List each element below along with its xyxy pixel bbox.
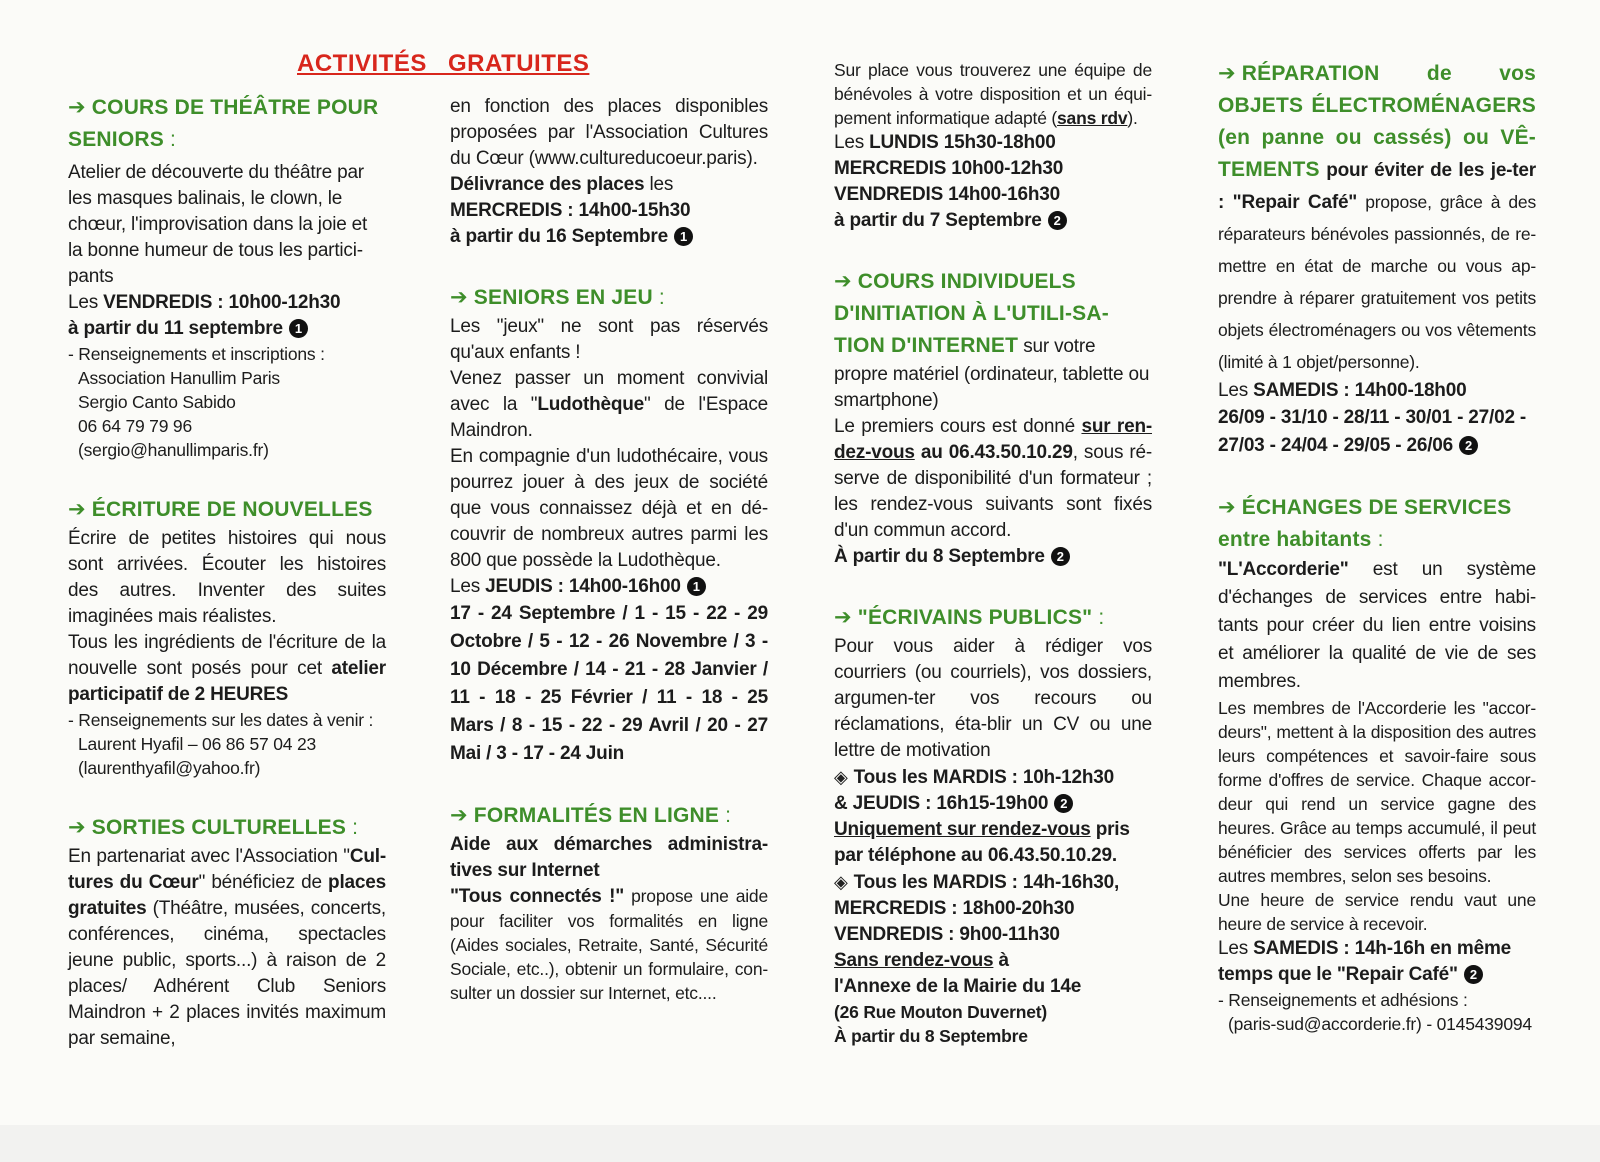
internet-schedule-2: MERCREDIS 10h00-12h30 <box>834 158 1064 179</box>
ecriture-description-2: Tous les ingrédients de l'écriture de la nouvelle sont posés pour cet atelier participatif de 2 HEURES <box>68 632 386 705</box>
calendar-badge: 1 <box>687 577 706 596</box>
sorties-delivery-days: MERCREDIS : 14h00-15h30 <box>450 200 691 221</box>
section-heading-sorties: ➔ SORTIES CULTURELLES : <box>68 816 359 839</box>
arrow-right-icon: ➔ <box>68 498 86 521</box>
section-heading-ecrivains: ➔ "ÉCRIVAINS PUBLICS" : <box>834 606 1105 629</box>
arrow-right-icon: ➔ <box>68 96 86 119</box>
section-heading-repair: ➔ RÉPARATION de vos OBJETS ÉLECTROMÉNAGERS (en panne ou cassés) ou VÊ-TEMENTS pour éviter de les je-ter : "Repair Café" propose, grâce à des réparateurs bénévoles passionnés, de re-mettre en état de marche ou vous ap-prendre à réparer gratuitement vos petits objets électroménagers ou vos vêtements (limité à 1 objet/personne). <box>1218 62 1537 372</box>
theatre-contact-2: Sergio Canto Sabido <box>78 392 236 412</box>
ecriture-info-label: - Renseignements sur les dates à venir : <box>68 710 374 730</box>
calendar-badge: 1 <box>674 227 693 246</box>
scan-margin <box>0 1125 1600 1162</box>
ecrivains-start: À partir du 8 Septembre <box>834 1026 1028 1046</box>
arrow-right-icon: ➔ <box>1218 496 1236 519</box>
theatre-start: à partir du 11 septembre 1 <box>68 316 386 342</box>
internet-course-start: À partir du 8 Septembre 2 <box>834 544 1152 570</box>
ecriture-description-1: Écrire de petites histoires qui nous sont arrivées. Écouter les histoires des autres. Inventer des suites imaginées mais réalistes. <box>68 528 386 627</box>
theatre-schedule: Les VENDREDIS : 10h00-12h30 <box>68 292 341 313</box>
calendar-badge: 2 <box>1048 211 1067 230</box>
jeu-description-2: Venez passer un moment convivial avec la "Ludothèque" de l'Espace Maindron. <box>450 368 768 441</box>
arrow-right-icon: ➔ <box>834 606 852 629</box>
ecrivains-slot-2b: MERCREDIS : 18h00-20h30 <box>834 898 1075 919</box>
calendar-badge: 1 <box>289 319 308 338</box>
sorties-delivery: Délivrance des places les <box>450 174 674 195</box>
arrow-right-icon: ➔ <box>450 804 468 827</box>
repair-dates: 26/09 - 31/10 - 28/11 - 30/01 - 27/02 - 27/03 - 24/04 - 29/05 - 26/06 2 <box>1218 407 1527 456</box>
ecrivains-description: Pour vous aider à rédiger vos courriers (ou courriels), vos dossiers, argumen-ter vos recours ou réclamations, éta-blir un CV ou une lettre de motivation <box>834 636 1152 761</box>
theatre-contact-4: (sergio@hanullimparis.fr) <box>78 440 269 460</box>
echanges-description-1: "L'Accorderie" est un système d'échanges de services entre habi-tants pour créer du lien entre voisins et améliorer la qualité de vie de ses membres. <box>1218 559 1536 692</box>
ecrivains-slot-1b: & JEUDIS : 16h15-19h00 2 <box>834 791 1152 817</box>
formalites-subtitle: Aide aux démarches administra-tives sur Internet <box>450 834 768 881</box>
column-2 <box>450 94 768 1005</box>
diamond-bullet-icon: ◈ <box>834 872 848 892</box>
column-3 <box>834 58 1152 1048</box>
diamond-bullet-icon: ◈ <box>834 767 848 787</box>
calendar-badge: 2 <box>1459 436 1478 455</box>
ecrivains-no-rdv: Sans rendez-vous à <box>834 950 1009 971</box>
internet-intro: Sur place vous trouverez une équipe de bénévoles à votre disposition et un équi-pement informatique adapté (sans rdv). <box>834 60 1152 128</box>
echanges-description-3: Une heure de service rendu vaut une heure de service à recevoir. <box>1218 890 1536 934</box>
jeu-dates: 17 - 24 Septembre / 1 - 15 - 22 - 29 Octobre / 5 - 12 - 26 Novembre / 3 - 10 Décembre / 14 - 21 - 28 Janvier / 11 - 18 - 25 Février / 11 - 18 - 25 Mars / 8 - 15 - 22 - 29 Avril / 20 - 27 Mai / 3 - 17 - 24 Juin <box>450 603 768 764</box>
column-4 <box>1218 58 1536 1036</box>
repair-schedule: Les SAMEDIS : 14h00-18h00 <box>1218 380 1467 401</box>
jeu-description-1: Les "jeux" ne sont pas réservés qu'aux enfants ! <box>450 316 768 363</box>
internet-description: Le premiers cours est donné sur ren-dez-vous au 06.43.50.10.29, sous ré-serve de disponibilité d'un formateur ; les rendez-vous suivants sont fixés d'un commun accord. <box>834 416 1152 541</box>
section-internet <box>834 266 1152 414</box>
echanges-schedule: Les SAMEDIS : 14h-16h en même temps que le "Repair Café" 2 <box>1218 938 1512 985</box>
theatre-description: Atelier de découverte du théâtre par les masques balinais, le clown, le chœur, l'improvisation dans la joie et la bonne humeur de tous les partici-pants <box>68 162 368 287</box>
internet-schedule-3: VENDREDIS 14h00-16h30 <box>834 184 1061 205</box>
formalites-description: "Tous connectés !" propose une aide pour faciliter vos formalités en ligne (Aides sociales, Retraite, Santé, Sécurité Sociale, etc..), obtenir un formulaire, con-sulter un dossier sur Internet, etc.... <box>450 886 768 1003</box>
ecrivains-slot-2c: VENDREDIS : 9h00-11h30 <box>834 924 1060 945</box>
page-title: ACTIVITÉS GRATUITES <box>297 50 590 77</box>
sorties-description: En partenariat avec l'Association "Cul-tures du Cœur" bénéficiez de places gratuites (Théâtre, musées, concerts, conférences, cinéma, spectacles jeune public, sports...) à raison de 2 places/ Adhérent Club Seniors Maindron + 2 places invités maximum par semaine, <box>68 846 386 1049</box>
calendar-badge: 2 <box>1464 965 1483 984</box>
internet-start: à partir du 7 Septembre 2 <box>834 208 1152 234</box>
section-heading-echanges: ➔ ÉCHANGES DE SERVICES entre habitants : <box>1218 496 1512 551</box>
internet-heading-rest: sur votre propre matériel (ordinateur, tablette ou smartphone) <box>834 336 1150 411</box>
ecrivains-address: (26 Rue Mouton Duvernet) <box>834 1002 1047 1022</box>
theatre-contact-1: Association Hanullim Paris <box>78 368 280 388</box>
section-heading-jeu: ➔ SENIORS EN JEU : <box>450 286 665 309</box>
echanges-info-label: - Renseignements et adhésions : <box>1218 990 1468 1010</box>
section-heading-formalites: ➔ FORMALITÉS EN LIGNE : <box>450 804 732 827</box>
echanges-description-2: Les membres de l'Accorderie les "accor-deurs", mettent à la disposition des autres leurs compétences et savoir-faire sous forme d'offres de service. Chaque accor-deur qui rend un service gagne des heures. Grâce au temps accumulé, il peut bénéficier des services offerts par les autres membres, selon ses besoins. <box>1218 698 1536 886</box>
sorties-delivery-start: à partir du 16 Septembre 1 <box>450 224 768 250</box>
arrow-right-icon: ➔ <box>68 816 86 839</box>
arrow-right-icon: ➔ <box>834 270 852 293</box>
ecrivains-rdv: Uniquement sur rendez-vous pris par téléphone au 06.43.50.10.29. <box>834 819 1130 866</box>
section-heading-internet: ➔ COURS INDIVIDUELS D'INITIATION À L'UTILI-SA-TION D'INTERNET <box>834 270 1109 357</box>
internet-schedule-1: Les LUNDIS 15h30-18h00 <box>834 132 1056 153</box>
section-heading-theatre: ➔ COURS DE THÉÂTRE POUR SENIORS : <box>68 96 379 151</box>
section-heading-ecriture: ➔ ÉCRITURE DE NOUVELLES <box>68 498 373 521</box>
column-1 <box>68 92 386 1052</box>
calendar-badge: 2 <box>1051 547 1070 566</box>
ecrivains-place: l'Annexe de la Mairie du 14e <box>834 976 1082 997</box>
ecriture-contact-1: Laurent Hyafil – 06 86 57 04 23 <box>78 734 317 754</box>
ecriture-contact-2: (laurenthyafil@yahoo.fr) <box>78 758 261 778</box>
arrow-right-icon: ➔ <box>450 286 468 309</box>
ecrivains-slot-2a: ◈ Tous les MARDIS : 14h-16h30, <box>834 872 1120 893</box>
ecrivains-slot-1a: ◈ Tous les MARDIS : 10h-12h30 <box>834 767 1114 788</box>
calendar-badge: 2 <box>1054 794 1073 813</box>
arrow-right-icon: ➔ <box>1218 62 1236 85</box>
theatre-contact-3: 06 64 79 79 96 <box>78 416 192 436</box>
theatre-info-label: - Renseignements et inscriptions : <box>68 344 325 364</box>
echanges-contact: (paris-sud@accorderie.fr) - 0145439094 <box>1228 1014 1532 1034</box>
sorties-continued: en fonction des places disponibles proposées par l'Association Cultures du Cœur (www.cultureducoeur.paris). <box>450 96 768 169</box>
jeu-schedule: Les JEUDIS : 14h00-16h00 1 <box>450 574 768 600</box>
jeu-description-3: En compagnie d'un ludothécaire, vous pourrez jouer à des jeux de société que vous connaissez déjà et en dé-couvrir de nombreux autres parmi les 800 que possède la Ludothèque. <box>450 446 768 571</box>
